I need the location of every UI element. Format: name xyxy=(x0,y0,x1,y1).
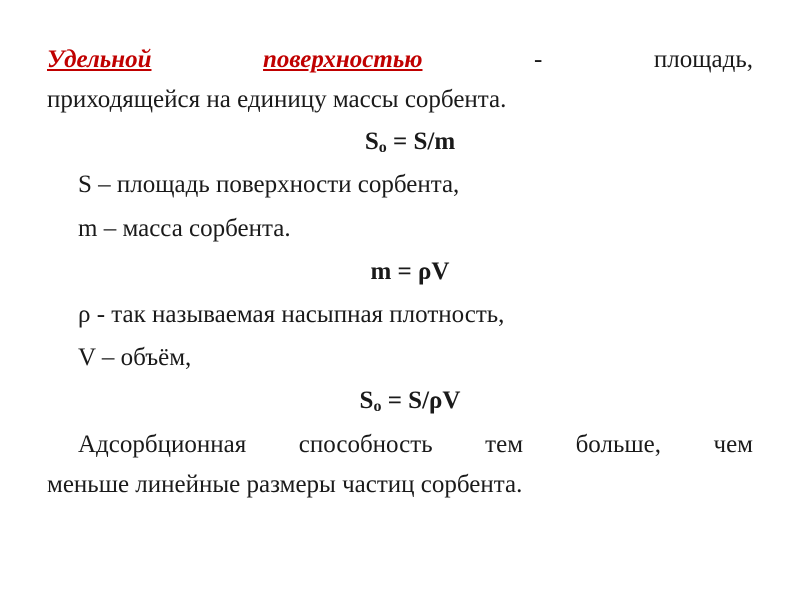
explain-s: S – площадь поверхности сорбента, xyxy=(78,171,460,198)
conclusion-word-3: тем xyxy=(485,431,524,458)
formula1-subscript: о xyxy=(378,139,387,156)
definition-line-2: приходящейся на единицу массы сорбента. xyxy=(47,86,507,113)
conclusion-word-1: Адсорбционная xyxy=(78,431,247,458)
term-word-2: поверхностью xyxy=(263,46,423,73)
explain-rho: ρ - так называемая насыпная плотность, xyxy=(78,301,505,328)
formula3-rest: = S/ρV xyxy=(381,387,461,414)
formula1-main: S xyxy=(364,128,379,155)
conclusion-word-2: способность xyxy=(298,431,433,458)
explain-m: m – масса сорбента. xyxy=(78,215,291,242)
formula1-rest: = S/m xyxy=(386,128,456,155)
formula-specific-surface-density xyxy=(0,386,800,419)
formula-specific-surface xyxy=(0,127,800,160)
conclusion-word-4: больше, xyxy=(575,431,661,458)
term-word-1: Удельной xyxy=(47,46,152,73)
formula3-subscript: о xyxy=(373,398,382,415)
formula3-main: S xyxy=(359,387,374,414)
definition-line-1 xyxy=(47,45,753,75)
definition-word-rest: площадь, xyxy=(653,46,753,73)
conclusion-word-5: чем xyxy=(713,431,754,458)
conclusion-line-1 xyxy=(78,430,753,460)
explain-v: V – объём, xyxy=(78,344,192,371)
conclusion-line-2: меньше линейные размеры частиц сорбента. xyxy=(47,471,523,498)
definition-dash: - xyxy=(534,46,543,73)
formula-mass: m = ρV xyxy=(370,258,450,285)
